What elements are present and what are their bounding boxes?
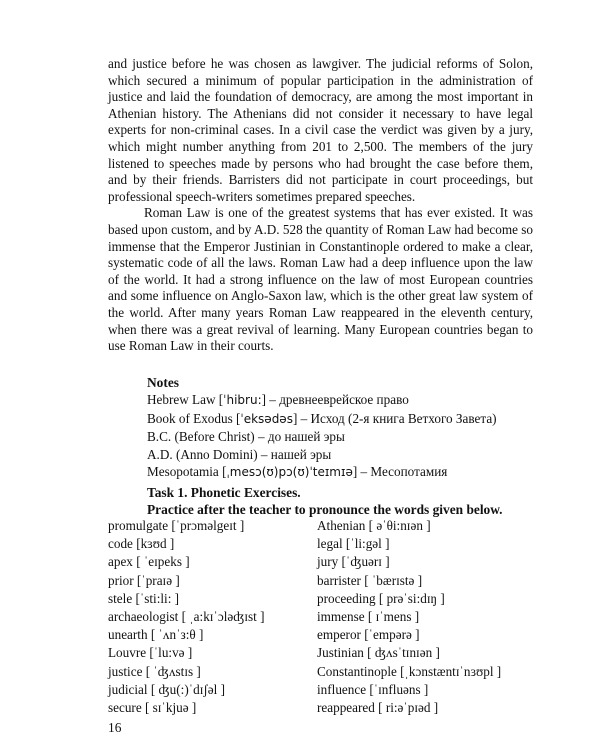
word-left: judicial [ ʤu(:)ˈdɪʃəl ] bbox=[108, 681, 225, 697]
word-row bbox=[108, 518, 548, 536]
word-left: prior [ˈpraɪə ] bbox=[108, 572, 180, 588]
note-item: Mesopotamia [ˌmesɔ(ʊ)pɔ(ʊ)ˈteɪmɪə] – Месопотамия bbox=[147, 464, 448, 480]
task-instruction: Practice after the teacher to pronounce the words given below. bbox=[147, 502, 503, 517]
word-right: barrister [ ˈbærɪstə ] bbox=[317, 572, 423, 588]
word-left: apex [ ˈeɪpeks ] bbox=[108, 554, 190, 570]
main-text bbox=[108, 56, 533, 355]
paragraph-roman-law: Roman Law is one of the greatest systems that has ever existed. It was based upon custom, and by A.D. 528 the quantity of Roman Law had become so immense that the Emperor Justinian in Constantinople ordered to make a clear, systematic code of all the laws. Roman Law had a deep influence upon the law of the world. It had a strong influence on the law of most European countries and some influence on Anglo-Saxon law, which is the other great law system of the world. After many years Roman Law reappeared in the eleventh century, when there was a great revival of learning. Many European countries began to use Roman Law in their courts. bbox=[108, 205, 533, 354]
note-item: Hebrew Law [ˈhibru:] – древнееврейское право bbox=[147, 392, 409, 407]
word-right: jury [ˈʤuərɪ ] bbox=[317, 554, 390, 570]
notes-title: Notes bbox=[147, 375, 179, 390]
word-right: legal [ˈli:gəl ] bbox=[317, 536, 390, 552]
word-right: Justinian [ ʤʌsˈtɪnɪən ] bbox=[317, 645, 440, 661]
word-row bbox=[108, 573, 548, 591]
word-right: immense [ ɪˈmens ] bbox=[317, 608, 420, 624]
note-item: A.D. (Anno Domini) – нашей эры bbox=[147, 446, 332, 462]
word-right: Athenian [ əˈθi:nɪən ] bbox=[317, 518, 431, 533]
word-left: Louvre [ˈlu:və ] bbox=[108, 645, 193, 661]
word-left: justice [ ˈʤʌstɪs ] bbox=[108, 663, 201, 679]
word-row bbox=[108, 554, 548, 572]
word-list bbox=[108, 518, 548, 718]
page-number: 16 bbox=[108, 720, 122, 735]
word-left: unearth [ ˈʌnˈз:θ ] bbox=[108, 627, 204, 643]
word-row bbox=[108, 682, 548, 700]
word-left: archaeologist [ ˌa:kɪˈɔləʤɪst ] bbox=[108, 608, 265, 624]
word-row bbox=[108, 700, 548, 718]
word-row bbox=[108, 664, 548, 682]
word-right: proceeding [ prəˈsi:dɪŋ ] bbox=[317, 590, 445, 606]
word-right: Constantinople [ˌkɔnstæntɪˈnɜʊpl ] bbox=[317, 663, 502, 679]
word-left: code [kɜʊd ] bbox=[108, 536, 175, 552]
word-right: reappeared [ ri:əˈpɪəd ] bbox=[317, 699, 439, 715]
note-item: Book of Exodus [ˈeksədəs] – Исход (2-я книга Ветхого Завета) bbox=[147, 410, 497, 426]
word-left: secure [ sɪˈkjuə ] bbox=[108, 699, 197, 715]
word-right: emperor [ˈempərə ] bbox=[317, 627, 420, 643]
paragraph-solon: and justice before he was chosen as lawgiver. The judicial reforms of Solon, which secured a minimum of popular participation in the administration of justice and laid the foundation of democracy, are among the most important in Athenian history. The Athenians did not consider it necessary to have legal experts for non-criminal cases. In a civil case the verdict was given by a jury, which might number anything from 201 to 2,500. The members of the jury listened to speeches made by persons who had brought the case before them, and by their friends. Barristers did not participate in court proceedings, but professional speech-writers sometimes prepared speeches. bbox=[108, 56, 533, 204]
word-left: promulgate [ˈprɔməlgeɪt ] bbox=[108, 518, 245, 533]
word-row bbox=[108, 591, 548, 609]
word-left: stele [ˈsti:li: ] bbox=[108, 590, 180, 606]
word-row bbox=[108, 627, 548, 645]
notes-section bbox=[147, 374, 547, 482]
word-row bbox=[108, 609, 548, 627]
word-row bbox=[108, 536, 548, 554]
word-row bbox=[108, 645, 548, 663]
word-right: influence [ˈɪnfluəns ] bbox=[317, 681, 429, 697]
task-title: Task 1. Phonetic Exercises. bbox=[147, 485, 301, 500]
note-item: B.C. (Before Christ) – до нашей эры bbox=[147, 429, 345, 445]
task-section bbox=[147, 484, 547, 518]
